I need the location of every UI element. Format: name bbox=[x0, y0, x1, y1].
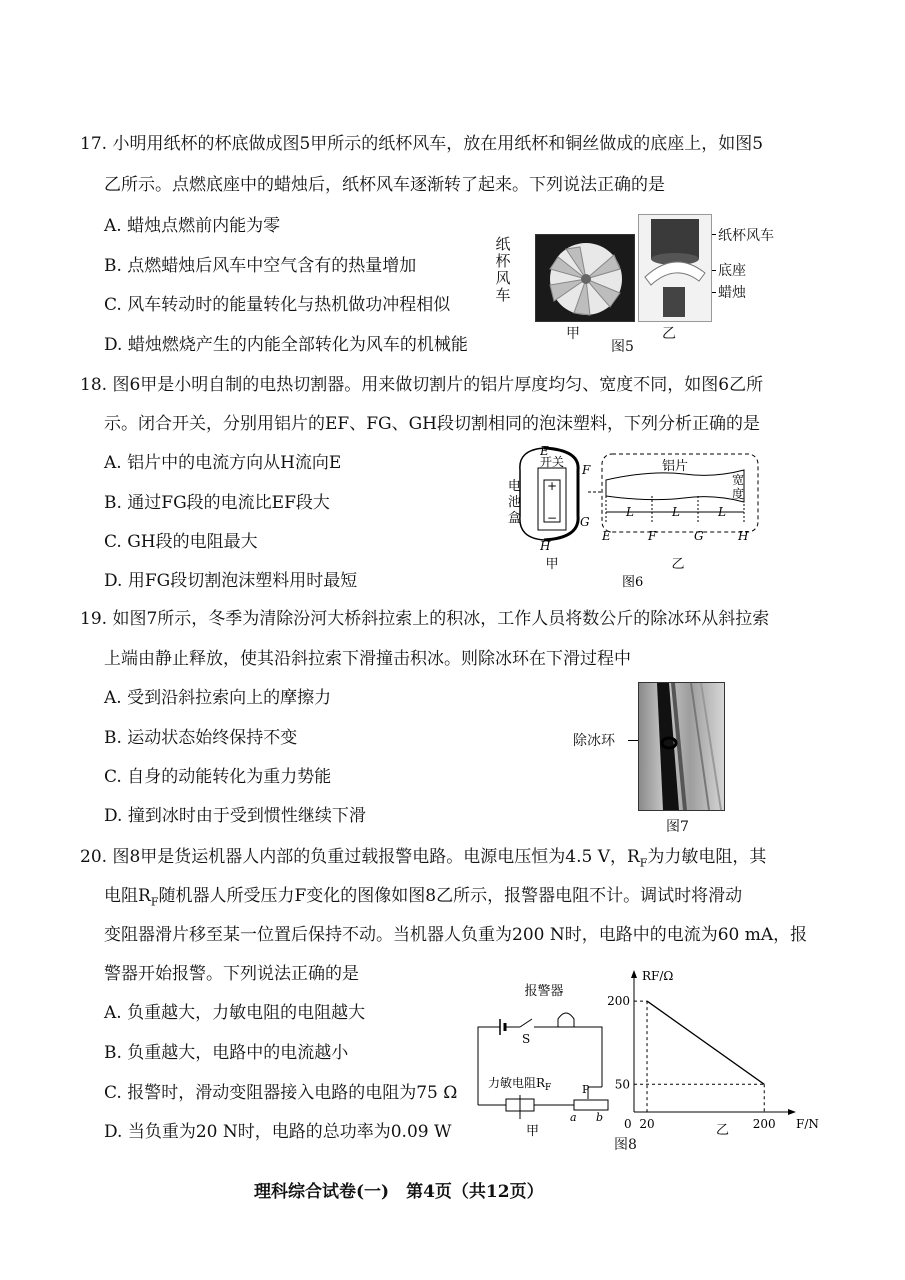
rf-subscript: F bbox=[639, 856, 648, 870]
q19-option-a: A. 受到沿斜拉索向上的摩擦力 bbox=[104, 688, 332, 708]
rf-subscript: F bbox=[150, 895, 159, 909]
callout-line bbox=[712, 234, 716, 235]
rheostat bbox=[574, 1100, 608, 1110]
strip-label: 铝片 bbox=[662, 459, 689, 474]
strip-point-g: G bbox=[694, 529, 704, 543]
x-tick-label: 20 bbox=[639, 1117, 655, 1131]
q17-option-d: D. 蜡烛燃烧产生的内能全部转化为风车的机械能 bbox=[104, 335, 468, 355]
fig8-label-jia: 甲 bbox=[526, 1124, 540, 1139]
q17-option-c: C. 风车转动时的能量转化与热机做功冲程相似 bbox=[104, 295, 451, 315]
strip-point-h: H bbox=[738, 529, 749, 543]
callout-line bbox=[712, 270, 716, 271]
fig5-label-jia: 甲 bbox=[566, 326, 580, 342]
slider-p-label: P bbox=[582, 1083, 590, 1096]
terminal-b: b bbox=[596, 1111, 604, 1124]
q19-stem-line1: 19. 如图7所示，冬季为清除汾河大桥斜拉索上的积冰，工作人员将数公斤的除冰环从斜拉索 bbox=[80, 609, 770, 629]
q17-option-b: B. 点燃蜡烛后风车中空气含有的热量增加 bbox=[104, 256, 417, 276]
width-label-char: 度 bbox=[732, 487, 745, 501]
callout-deicing-ring: 除冰环 bbox=[573, 733, 615, 749]
callout-base: 底座 bbox=[718, 263, 746, 279]
strip-point-e: E bbox=[602, 529, 611, 543]
switch-blade bbox=[520, 1019, 532, 1027]
point-g: G bbox=[580, 515, 590, 529]
fig8-label-yi: 乙 bbox=[716, 1123, 730, 1138]
alarm-label: 报警器 bbox=[524, 984, 564, 999]
q17-option-a: A. 蜡烛点燃前内能为零 bbox=[104, 216, 281, 236]
q18-option-b: B. 通过FG段的电流比EF段大 bbox=[104, 493, 330, 513]
point-f: F bbox=[582, 463, 591, 477]
origin-label: 0 bbox=[624, 1117, 632, 1131]
fig6-label-jia: 甲 bbox=[545, 557, 559, 572]
q20-option-c: C. 报警时，滑动变阻器接入电路的电阻为75 Ω bbox=[104, 1083, 458, 1103]
q20-option-b: B. 负重越大，电路中的电流越小 bbox=[104, 1043, 349, 1063]
page-footer: 理科综合试卷(一) 第4页（共12页） bbox=[254, 1182, 544, 1202]
fig5-side-label bbox=[494, 236, 512, 304]
q20-option-a: A. 负重越大，力敏电阻的电阻越大 bbox=[104, 1003, 366, 1023]
fig6-caption: 图6 bbox=[622, 575, 644, 590]
q18-stem-line1: 18. 图6甲是小明自制的电热切割器。用来做切割片的铝片厚度均匀、宽度不同，如图6乙所 bbox=[80, 375, 764, 395]
box-label-char: 电 bbox=[508, 479, 522, 494]
sensor-label: 力敏电阻$R_F$ bbox=[488, 1076, 552, 1093]
y-axis-arrow bbox=[631, 970, 637, 978]
tick-labels bbox=[607, 994, 776, 1131]
wire bbox=[582, 1027, 602, 1087]
q20-stem-line4: 警器开始报警。下列说法正确的是 bbox=[104, 964, 359, 984]
box-label-char: 盒 bbox=[508, 511, 522, 526]
callout-candle: 蜡烛 bbox=[718, 285, 746, 301]
fig6-label-yi: 乙 bbox=[671, 557, 685, 572]
terminal-a: a bbox=[570, 1111, 577, 1124]
fig8-caption: 图8 bbox=[614, 1137, 637, 1153]
box-label-char: 池 bbox=[508, 495, 522, 510]
q20-option-d: D. 当负重为20 N时，电路的总功率为0.09 W bbox=[104, 1122, 452, 1142]
q18-option-d: D. 用FG段切割泡沫塑料用时最短 bbox=[104, 571, 358, 591]
q20-stem-line3: 变阻器滑片移至某一位置后保持不动。当机器人负重为200 N时，电路中的电流为60 mA，报 bbox=[104, 925, 808, 945]
q18-stem-line2: 示。闭合开关，分别用铝片的EF、FG、GH段切割相同的泡沫塑料，下列分析正确的是 bbox=[104, 414, 760, 434]
callout-paper-windmill: 纸杯风车 bbox=[718, 228, 774, 244]
q18-option-c: C. GH段的电阻最大 bbox=[104, 532, 258, 552]
switch-label: 开关 bbox=[539, 455, 565, 469]
fig5-side-char: 车 bbox=[495, 286, 511, 304]
x-tick-label: 200 bbox=[752, 1117, 776, 1131]
fig5-side-char: 杯 bbox=[495, 252, 511, 270]
battery-plus: + bbox=[546, 479, 558, 493]
point-e: E bbox=[540, 444, 549, 458]
length-label: L bbox=[672, 505, 680, 519]
callout-line bbox=[712, 292, 716, 293]
callout-line bbox=[628, 740, 638, 741]
q20-stem-text: 20. 图8甲是货运机器人内部的负重过载报警电路。电源电压恒为4.5 V，R bbox=[80, 847, 640, 867]
rf-vs-force-line bbox=[647, 1001, 764, 1084]
fig8-graph bbox=[607, 962, 819, 1138]
y-axis-label: RF/Ω bbox=[642, 969, 674, 983]
paper-windmill-photo bbox=[535, 234, 635, 322]
x-axis-label: F/N bbox=[796, 1117, 819, 1131]
q17-stem-line2: 乙所示。点燃底座中的蜡烛后，纸杯风车逐渐转了起来。下列说法正确的是 bbox=[104, 175, 665, 195]
fig5-caption: 图5 bbox=[611, 339, 634, 355]
q20-stem-line1 bbox=[80, 845, 766, 875]
dashed-guides bbox=[634, 1001, 764, 1112]
q20-stem-text: 电阻R bbox=[104, 886, 151, 906]
slider-wire bbox=[588, 1087, 602, 1099]
windmill-on-base-photo bbox=[638, 214, 712, 322]
x-axis-arrow bbox=[788, 1109, 796, 1115]
fig8-circuit bbox=[470, 975, 620, 1140]
switch-s-label: S bbox=[522, 1032, 531, 1046]
alarm-bell bbox=[558, 1013, 574, 1027]
fig6-diagram bbox=[500, 440, 780, 600]
deicing-ring-photo bbox=[638, 682, 725, 811]
battery-minus: − bbox=[546, 511, 558, 525]
point-h: H bbox=[540, 539, 551, 553]
aluminum-strip bbox=[606, 470, 744, 502]
q19-option-b: B. 运动状态始终保持不变 bbox=[104, 728, 298, 748]
q19-option-d: D. 撞到冰时由于受到惯性继续下滑 bbox=[104, 806, 366, 826]
length-label: L bbox=[718, 505, 726, 519]
q20-stem-text: 为力敏电阻，其 bbox=[647, 847, 767, 867]
strip-point-f: F bbox=[648, 529, 657, 543]
fig5-side-char: 纸 bbox=[495, 235, 511, 253]
q20-stem-text: 随机器人所受压力F变化的图像如图8乙所示，报警器电阻不计。调试时将滑动 bbox=[158, 886, 743, 906]
y-tick-label: 50 bbox=[614, 1077, 630, 1092]
fig5-label-yi: 乙 bbox=[662, 326, 676, 342]
width-label-char: 宽 bbox=[732, 473, 745, 487]
fig7-caption: 图7 bbox=[666, 819, 689, 835]
q17-stem-line1: 17. 小明用纸杯的杯底做成图5甲所示的纸杯风车，放在用纸杯和铜丝做成的底座上，如图5 bbox=[80, 134, 764, 154]
q20-stem-line2 bbox=[104, 884, 742, 914]
q19-stem-line2: 上端由静止释放，使其沿斜拉索下滑撞击积冰。则除冰环在下滑过程中 bbox=[104, 649, 631, 669]
q18-option-a: A. 铝片中的电流方向从H流向E bbox=[104, 453, 342, 473]
fig5-side-char: 风 bbox=[495, 269, 511, 287]
length-label: L bbox=[626, 505, 634, 519]
y-tick-label: 200 bbox=[607, 994, 630, 1009]
wire bbox=[478, 1027, 500, 1105]
q19-option-c: C. 自身的动能转化为重力势能 bbox=[104, 767, 332, 787]
